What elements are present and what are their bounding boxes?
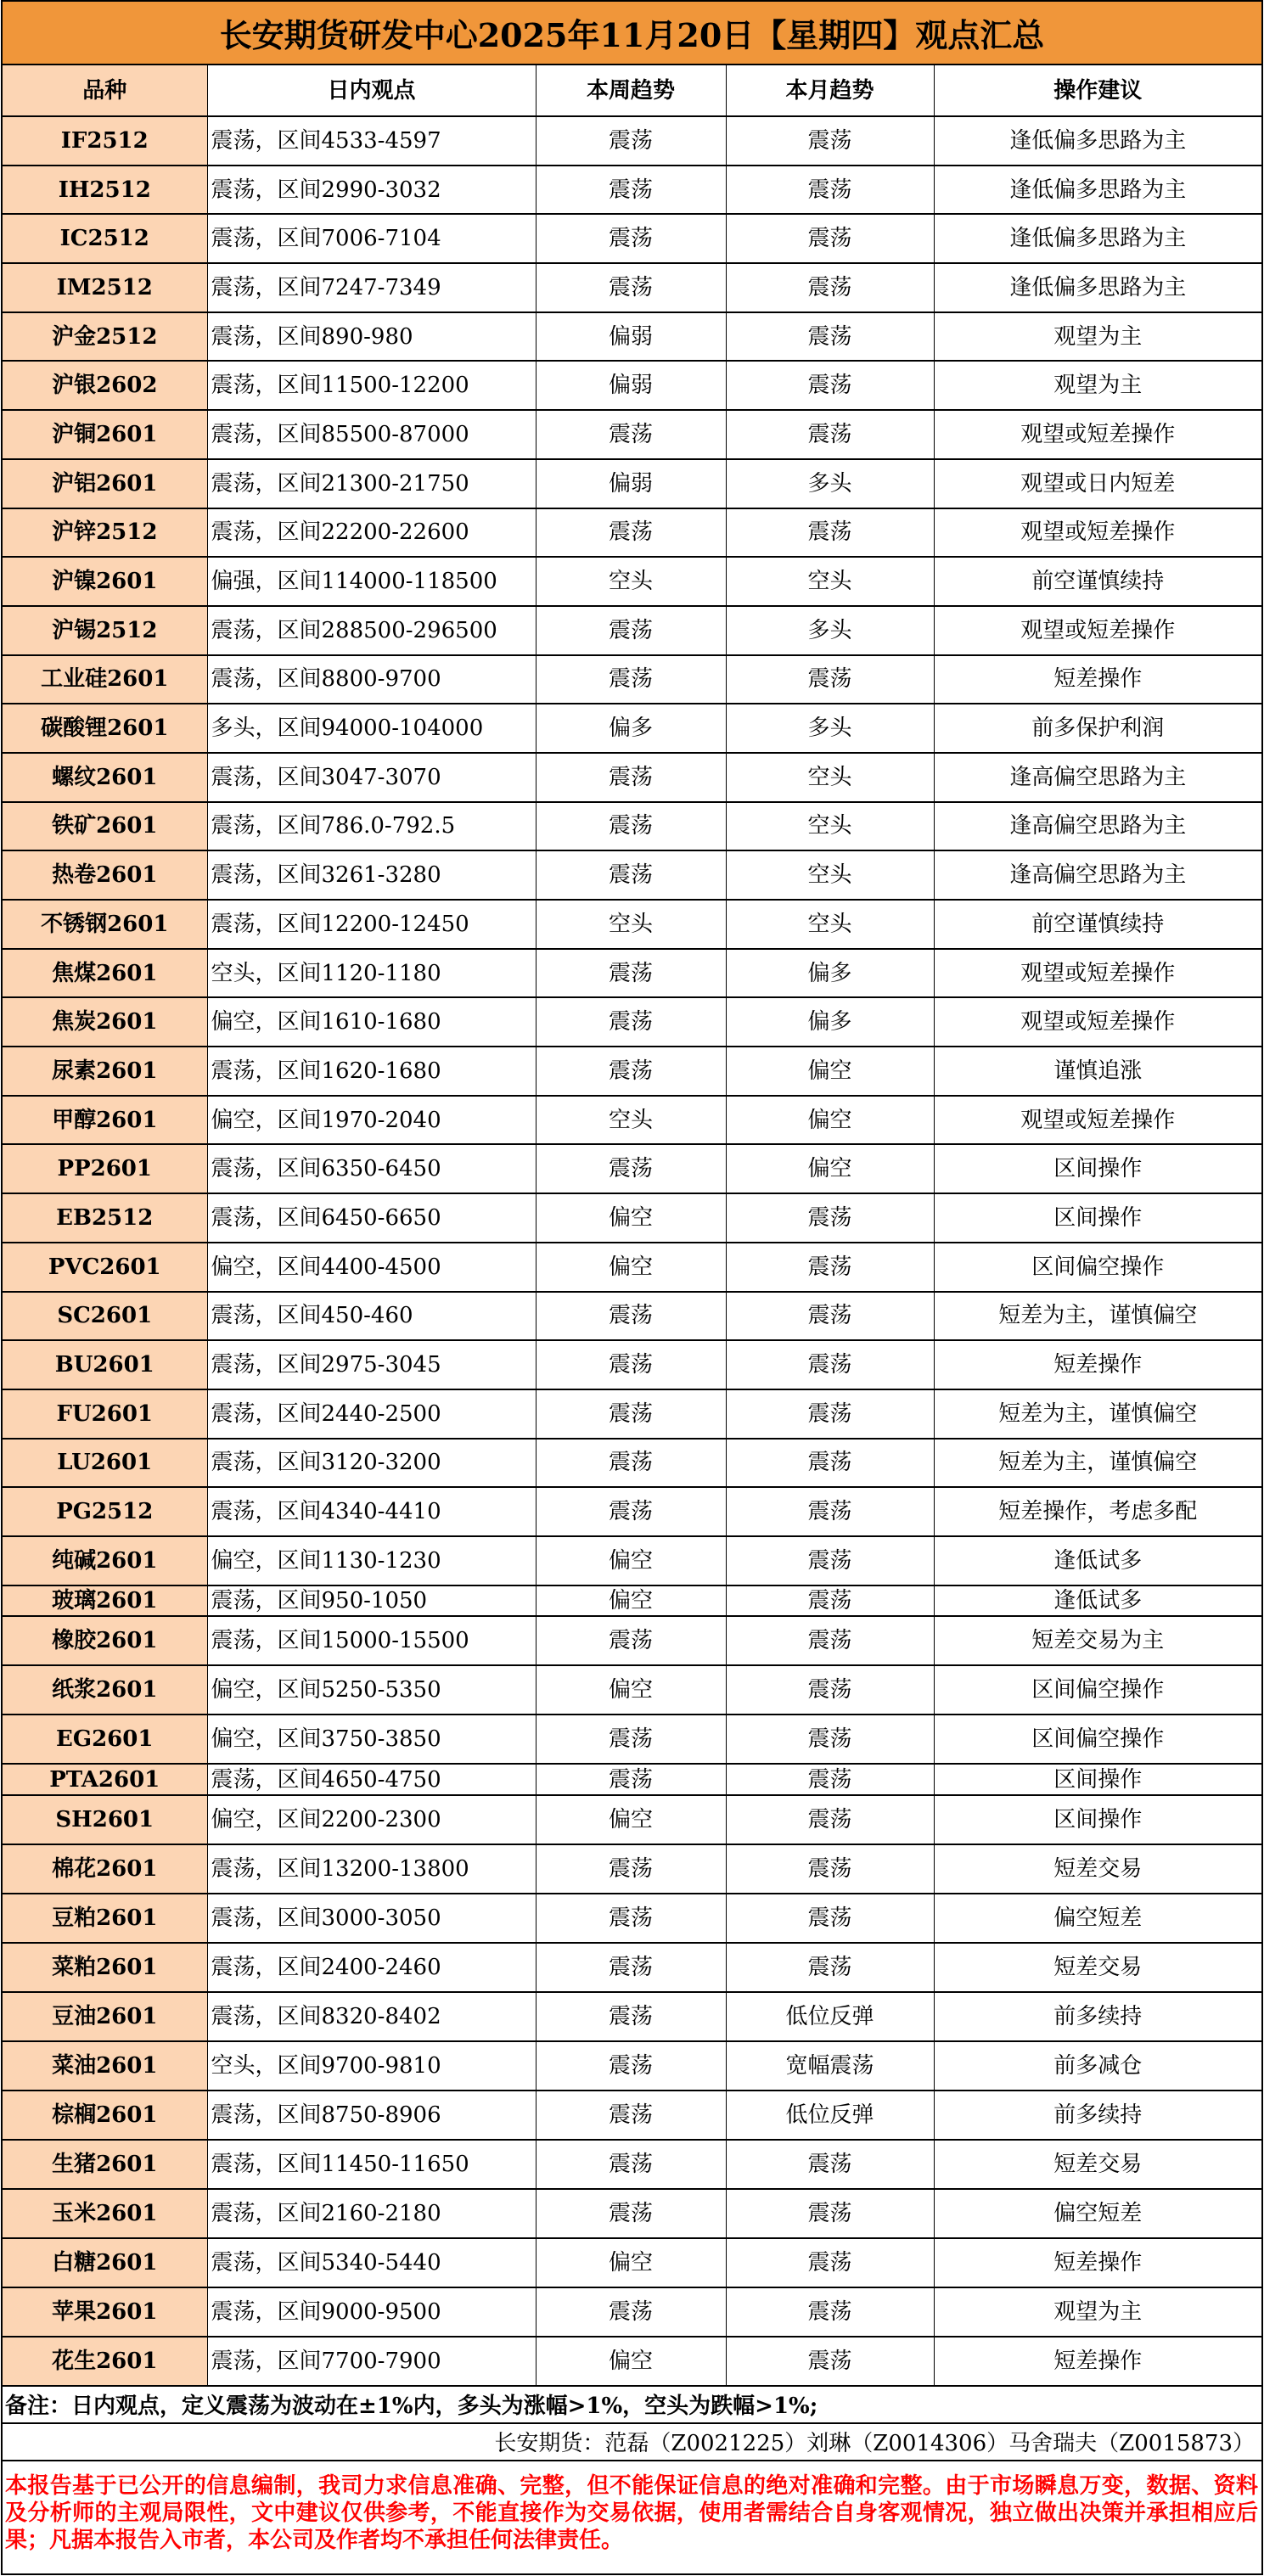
monthly-trend-cell: 震荡 — [726, 1389, 934, 1439]
table-row — [3, 410, 1261, 459]
monthly-trend-cell: 震荡 — [726, 1340, 934, 1389]
weekly-trend-cell: 震荡 — [536, 753, 726, 802]
variety-cell: 铁矿2601 — [3, 802, 207, 851]
weekly-trend-cell: 空头 — [536, 1096, 726, 1145]
advice-cell: 逢高偏空思路为主 — [934, 850, 1261, 900]
advice-cell: 观望为主 — [934, 361, 1261, 410]
weekly-trend-cell: 震荡 — [536, 802, 726, 851]
weekly-trend-cell: 震荡 — [536, 263, 726, 312]
variety-cell: 菜粕2601 — [3, 1943, 207, 1992]
monthly-trend-cell: 震荡 — [726, 1193, 934, 1243]
intraday-view-cell: 震荡，区间7006-7104 — [207, 214, 536, 263]
advice-cell: 短差操作 — [934, 1340, 1261, 1389]
advice-cell: 短差为主，谨慎偏空 — [934, 1292, 1261, 1341]
monthly-trend-cell: 震荡 — [726, 1894, 934, 1943]
table-row — [3, 116, 1261, 166]
variety-cell: 棉花2601 — [3, 1844, 207, 1894]
monthly-trend-cell: 多头 — [726, 704, 934, 753]
header-weekly-trend: 本周趋势 — [536, 65, 726, 116]
table-row — [3, 2337, 1261, 2386]
note-row: 备注：日内观点，定义震荡为波动在±1%内，多头为涨幅>1%，空头为跌幅>1%; — [3, 2387, 1261, 2424]
weekly-trend-cell: 震荡 — [536, 2287, 726, 2337]
variety-cell: SC2601 — [3, 1292, 207, 1341]
table-row — [3, 2287, 1261, 2337]
monthly-trend-cell: 震荡 — [726, 2238, 934, 2287]
weekly-trend-cell: 空头 — [536, 900, 726, 949]
header-intraday-view: 日内观点 — [207, 65, 536, 116]
advice-cell: 短差交易为主 — [934, 1616, 1261, 1665]
intraday-view-cell: 震荡，区间13200-13800 — [207, 1844, 536, 1894]
intraday-view-cell: 震荡，区间1620-1680 — [207, 1047, 536, 1096]
table-row — [3, 1193, 1261, 1243]
weekly-trend-cell: 震荡 — [536, 606, 726, 655]
variety-cell: 白糖2601 — [3, 2238, 207, 2287]
advice-cell: 短差交易 — [934, 1943, 1261, 1992]
intraday-view-cell: 震荡，区间890-980 — [207, 312, 536, 362]
advice-cell: 区间操作 — [934, 1795, 1261, 1844]
variety-cell: 花生2601 — [3, 2337, 207, 2386]
variety-cell: 菜油2601 — [3, 2041, 207, 2091]
advice-cell: 前空谨慎续持 — [934, 557, 1261, 606]
table-row — [3, 949, 1261, 998]
table-row — [3, 361, 1261, 410]
intraday-view-cell: 空头，区间9700-9810 — [207, 2041, 536, 2091]
intraday-view-cell: 震荡，区间950-1050 — [207, 1585, 536, 1617]
intraday-view-cell: 偏空，区间5250-5350 — [207, 1665, 536, 1715]
intraday-view-cell: 震荡，区间3000-3050 — [207, 1894, 536, 1943]
intraday-view-cell: 震荡，区间6350-6450 — [207, 1144, 536, 1193]
intraday-view-cell: 震荡，区间4340-4410 — [207, 1487, 536, 1536]
weekly-trend-cell: 震荡 — [536, 997, 726, 1047]
variety-cell: IH2512 — [3, 166, 207, 215]
weekly-trend-cell: 震荡 — [536, 1389, 726, 1439]
weekly-trend-cell: 震荡 — [536, 1616, 726, 1665]
intraday-view-cell: 震荡，区间12200-12450 — [207, 900, 536, 949]
weekly-trend-cell: 偏空 — [536, 1795, 726, 1844]
monthly-trend-cell: 震荡 — [726, 1536, 934, 1585]
weekly-trend-cell: 震荡 — [536, 1292, 726, 1341]
table-row — [3, 1487, 1261, 1536]
table-body — [3, 116, 1261, 2386]
table-row — [3, 1292, 1261, 1341]
weekly-trend-cell: 震荡 — [536, 166, 726, 215]
intraday-view-cell: 震荡，区间22200-22600 — [207, 508, 536, 558]
variety-cell: 沪锌2512 — [3, 508, 207, 558]
variety-cell: PP2601 — [3, 1144, 207, 1193]
monthly-trend-cell: 偏空 — [726, 1047, 934, 1096]
monthly-trend-cell: 震荡 — [726, 1616, 934, 1665]
monthly-trend-cell: 偏多 — [726, 997, 934, 1047]
intraday-view-cell: 震荡，区间2400-2460 — [207, 1943, 536, 1992]
monthly-trend-cell: 空头 — [726, 802, 934, 851]
monthly-trend-cell: 多头 — [726, 459, 934, 508]
variety-cell: PG2512 — [3, 1487, 207, 1536]
weekly-trend-cell: 偏空 — [536, 1536, 726, 1585]
weekly-trend-cell: 震荡 — [536, 1439, 726, 1488]
intraday-view-cell: 偏强，区间114000-118500 — [207, 557, 536, 606]
advice-cell: 区间操作 — [934, 1193, 1261, 1243]
intraday-view-cell: 震荡，区间786.0-792.5 — [207, 802, 536, 851]
advice-cell: 短差操作 — [934, 2238, 1261, 2287]
monthly-trend-cell: 震荡 — [726, 214, 934, 263]
table-row — [3, 1616, 1261, 1665]
intraday-view-cell: 震荡，区间85500-87000 — [207, 410, 536, 459]
monthly-trend-cell: 低位反弹 — [726, 2091, 934, 2140]
monthly-trend-cell: 震荡 — [726, 1439, 934, 1488]
monthly-trend-cell: 多头 — [726, 606, 934, 655]
monthly-trend-cell: 震荡 — [726, 2337, 934, 2386]
weekly-trend-cell: 震荡 — [536, 1487, 726, 1536]
variety-cell: 纸浆2601 — [3, 1665, 207, 1715]
variety-cell: IM2512 — [3, 263, 207, 312]
monthly-trend-cell: 偏多 — [726, 949, 934, 998]
monthly-trend-cell: 宽幅震荡 — [726, 2041, 934, 2091]
advice-cell: 谨慎追涨 — [934, 1047, 1261, 1096]
weekly-trend-cell: 震荡 — [536, 1844, 726, 1894]
table-row — [3, 655, 1261, 704]
intraday-view-cell: 震荡，区间3047-3070 — [207, 753, 536, 802]
weekly-trend-cell: 震荡 — [536, 214, 726, 263]
advice-cell: 观望为主 — [934, 2287, 1261, 2337]
monthly-trend-cell: 震荡 — [726, 1292, 934, 1341]
intraday-view-cell: 震荡，区间8800-9700 — [207, 655, 536, 704]
table-row — [3, 1844, 1261, 1894]
views-table — [3, 65, 1261, 2387]
variety-cell: 棕榈2601 — [3, 2091, 207, 2140]
table-row — [3, 997, 1261, 1047]
variety-cell: 沪镍2601 — [3, 557, 207, 606]
advice-cell: 短差操作，考虑多配 — [934, 1487, 1261, 1536]
advice-cell: 逢低偏多思路为主 — [934, 166, 1261, 215]
intraday-view-cell: 震荡，区间4650-4750 — [207, 1764, 536, 1795]
weekly-trend-cell: 偏弱 — [536, 459, 726, 508]
table-row — [3, 312, 1261, 362]
monthly-trend-cell: 偏空 — [726, 1096, 934, 1145]
intraday-view-cell: 震荡，区间9000-9500 — [207, 2287, 536, 2337]
weekly-trend-cell: 震荡 — [536, 508, 726, 558]
variety-cell: IC2512 — [3, 214, 207, 263]
weekly-trend-cell: 震荡 — [536, 2041, 726, 2091]
variety-cell: 橡胶2601 — [3, 1616, 207, 1665]
variety-cell: 沪银2602 — [3, 361, 207, 410]
monthly-trend-cell: 震荡 — [726, 312, 934, 362]
header-monthly-trend: 本月趋势 — [726, 65, 934, 116]
table-row — [3, 1715, 1261, 1764]
monthly-trend-cell: 震荡 — [726, 1243, 934, 1292]
weekly-trend-cell: 震荡 — [536, 1992, 726, 2041]
weekly-trend-cell: 震荡 — [536, 850, 726, 900]
variety-cell: 沪铜2601 — [3, 410, 207, 459]
intraday-view-cell: 震荡，区间11500-12200 — [207, 361, 536, 410]
header-variety: 品种 — [3, 65, 207, 116]
intraday-view-cell: 偏空，区间1610-1680 — [207, 997, 536, 1047]
monthly-trend-cell: 震荡 — [726, 655, 934, 704]
weekly-trend-cell: 偏空 — [536, 1243, 726, 1292]
monthly-trend-cell: 震荡 — [726, 361, 934, 410]
table-row — [3, 606, 1261, 655]
intraday-view-cell: 多头，区间94000-104000 — [207, 704, 536, 753]
advice-cell: 逢低试多 — [934, 1585, 1261, 1617]
intraday-view-cell: 震荡，区间288500-296500 — [207, 606, 536, 655]
variety-cell: SH2601 — [3, 1795, 207, 1844]
monthly-trend-cell: 震荡 — [726, 1487, 934, 1536]
advice-cell: 逢低试多 — [934, 1536, 1261, 1585]
table-row — [3, 557, 1261, 606]
variety-cell: 豆粕2601 — [3, 1894, 207, 1943]
advice-cell: 前多保护利润 — [934, 704, 1261, 753]
intraday-view-cell: 震荡，区间450-460 — [207, 1292, 536, 1341]
weekly-trend-cell: 偏空 — [536, 1585, 726, 1617]
table-row — [3, 1795, 1261, 1844]
weekly-trend-cell: 震荡 — [536, 1943, 726, 1992]
intraday-view-cell: 偏空，区间2200-2300 — [207, 1795, 536, 1844]
advice-cell: 短差为主，谨慎偏空 — [934, 1389, 1261, 1439]
author-row: 长安期货：范磊（Z0021225）刘琳（Z0014306）马舍瑞夫（Z0015873） — [3, 2424, 1261, 2461]
advice-cell: 短差操作 — [934, 655, 1261, 704]
variety-cell: EB2512 — [3, 1193, 207, 1243]
variety-cell: 尿素2601 — [3, 1047, 207, 1096]
variety-cell: 甲醇2601 — [3, 1096, 207, 1145]
table-row — [3, 1585, 1261, 1617]
weekly-trend-cell: 偏空 — [536, 1193, 726, 1243]
monthly-trend-cell: 震荡 — [726, 2287, 934, 2337]
weekly-trend-cell: 震荡 — [536, 1340, 726, 1389]
variety-cell: 热卷2601 — [3, 850, 207, 900]
advice-cell: 短差为主，谨慎偏空 — [934, 1439, 1261, 1488]
table-row — [3, 704, 1261, 753]
variety-cell: 玉米2601 — [3, 2189, 207, 2238]
monthly-trend-cell: 空头 — [726, 900, 934, 949]
intraday-view-cell: 震荡，区间6450-6650 — [207, 1193, 536, 1243]
weekly-trend-cell: 震荡 — [536, 2189, 726, 2238]
header-advice: 操作建议 — [934, 65, 1261, 116]
table-row — [3, 900, 1261, 949]
table-row — [3, 1536, 1261, 1585]
intraday-view-cell: 震荡，区间7247-7349 — [207, 263, 536, 312]
table-row — [3, 1389, 1261, 1439]
table-row — [3, 802, 1261, 851]
advice-cell: 观望或短差操作 — [934, 997, 1261, 1047]
variety-cell: 纯碱2601 — [3, 1536, 207, 1585]
advice-cell: 观望或短差操作 — [934, 410, 1261, 459]
table-row — [3, 1096, 1261, 1145]
table-row — [3, 753, 1261, 802]
weekly-trend-cell: 震荡 — [536, 949, 726, 998]
table-row — [3, 214, 1261, 263]
weekly-trend-cell: 偏空 — [536, 2238, 726, 2287]
intraday-view-cell: 震荡，区间7700-7900 — [207, 2337, 536, 2386]
weekly-trend-cell: 震荡 — [536, 1047, 726, 1096]
intraday-view-cell: 偏空，区间3750-3850 — [207, 1715, 536, 1764]
weekly-trend-cell: 震荡 — [536, 1894, 726, 1943]
table-header-row — [3, 65, 1261, 116]
intraday-view-cell: 偏空，区间1970-2040 — [207, 1096, 536, 1145]
table-row — [3, 1665, 1261, 1715]
variety-cell: 生猪2601 — [3, 2140, 207, 2189]
monthly-trend-cell: 震荡 — [726, 1943, 934, 1992]
variety-cell: 碳酸锂2601 — [3, 704, 207, 753]
variety-cell: 沪锡2512 — [3, 606, 207, 655]
weekly-trend-cell: 偏空 — [536, 1665, 726, 1715]
intraday-view-cell: 震荡，区间2990-3032 — [207, 166, 536, 215]
weekly-trend-cell: 震荡 — [536, 2091, 726, 2140]
table-row — [3, 166, 1261, 215]
table-row — [3, 459, 1261, 508]
weekly-trend-cell: 空头 — [536, 557, 726, 606]
variety-cell: 沪铝2601 — [3, 459, 207, 508]
advice-cell: 观望或短差操作 — [934, 1096, 1261, 1145]
advice-cell: 逢低偏多思路为主 — [934, 214, 1261, 263]
weekly-trend-cell: 偏空 — [536, 2337, 726, 2386]
advice-cell: 观望或短差操作 — [934, 949, 1261, 998]
weekly-trend-cell: 偏弱 — [536, 312, 726, 362]
variety-cell: 工业硅2601 — [3, 655, 207, 704]
advice-cell: 偏空短差 — [934, 2189, 1261, 2238]
table-row — [3, 2189, 1261, 2238]
variety-cell: 螺纹2601 — [3, 753, 207, 802]
weekly-trend-cell: 震荡 — [536, 1764, 726, 1795]
weekly-trend-cell: 震荡 — [536, 1715, 726, 1764]
disclaimer: 本报告基于已公开的信息编制，我司力求信息准确、完整，但不能保证信息的绝对准确和完整。由于市场瞬息万变，数据、资料及分析师的主观局限性，文中建议仅供参考，不能直接作为交易依据，使用者需结合自身客观情况，独立做出决策并承担相应后果；凡据本报告入市者，本公司及作者均不承担任何法律责任。 — [3, 2461, 1261, 2575]
monthly-trend-cell: 低位反弹 — [726, 1992, 934, 2041]
monthly-trend-cell: 空头 — [726, 753, 934, 802]
table-row — [3, 1439, 1261, 1488]
table-row — [3, 508, 1261, 558]
advice-cell: 观望或短差操作 — [934, 508, 1261, 558]
variety-cell: 沪金2512 — [3, 312, 207, 362]
monthly-trend-cell: 偏空 — [726, 1144, 934, 1193]
advice-cell: 观望或短差操作 — [934, 606, 1261, 655]
monthly-trend-cell: 震荡 — [726, 1795, 934, 1844]
variety-cell: BU2601 — [3, 1340, 207, 1389]
advice-cell: 区间操作 — [934, 1764, 1261, 1795]
advice-cell: 区间偏空操作 — [934, 1715, 1261, 1764]
table-row — [3, 1340, 1261, 1389]
monthly-trend-cell: 震荡 — [726, 116, 934, 166]
monthly-trend-cell: 震荡 — [726, 1764, 934, 1795]
intraday-view-cell: 震荡，区间3120-3200 — [207, 1439, 536, 1488]
weekly-trend-cell: 震荡 — [536, 2140, 726, 2189]
table-row — [3, 2041, 1261, 2091]
variety-cell: 豆油2601 — [3, 1992, 207, 2041]
intraday-view-cell: 空头，区间1120-1180 — [207, 949, 536, 998]
advice-cell: 逢低偏多思路为主 — [934, 263, 1261, 312]
advice-cell: 观望或日内短差 — [934, 459, 1261, 508]
advice-cell: 偏空短差 — [934, 1894, 1261, 1943]
intraday-view-cell: 震荡，区间8320-8402 — [207, 1992, 536, 2041]
intraday-view-cell: 震荡，区间3261-3280 — [207, 850, 536, 900]
variety-cell: 焦炭2601 — [3, 997, 207, 1047]
table-row — [3, 850, 1261, 900]
weekly-trend-cell: 震荡 — [536, 116, 726, 166]
monthly-trend-cell: 震荡 — [726, 2140, 934, 2189]
variety-cell: FU2601 — [3, 1389, 207, 1439]
table-row — [3, 1764, 1261, 1795]
intraday-view-cell: 震荡，区间2160-2180 — [207, 2189, 536, 2238]
variety-cell: EG2601 — [3, 1715, 207, 1764]
monthly-trend-cell: 震荡 — [726, 263, 934, 312]
variety-cell: 苹果2601 — [3, 2287, 207, 2337]
table-row — [3, 1992, 1261, 2041]
weekly-trend-cell: 震荡 — [536, 1144, 726, 1193]
advice-cell: 前多续持 — [934, 2091, 1261, 2140]
intraday-view-cell: 震荡，区间11450-11650 — [207, 2140, 536, 2189]
intraday-view-cell: 震荡，区间2440-2500 — [207, 1389, 536, 1439]
table-row — [3, 1894, 1261, 1943]
variety-cell: 不锈钢2601 — [3, 900, 207, 949]
advice-cell: 区间操作 — [934, 1144, 1261, 1193]
table-row — [3, 2140, 1261, 2189]
weekly-trend-cell: 偏弱 — [536, 361, 726, 410]
monthly-trend-cell: 空头 — [726, 850, 934, 900]
variety-cell: PVC2601 — [3, 1243, 207, 1292]
variety-cell: LU2601 — [3, 1439, 207, 1488]
intraday-view-cell: 震荡，区间8750-8906 — [207, 2091, 536, 2140]
table-row — [3, 2238, 1261, 2287]
advice-cell: 短差交易 — [934, 2140, 1261, 2189]
advice-cell: 区间偏空操作 — [934, 1243, 1261, 1292]
table-row — [3, 2091, 1261, 2140]
table-row — [3, 263, 1261, 312]
advice-cell: 前多续持 — [934, 1992, 1261, 2041]
monthly-trend-cell: 震荡 — [726, 1665, 934, 1715]
intraday-view-cell: 震荡，区间15000-15500 — [207, 1616, 536, 1665]
advice-cell: 前空谨慎续持 — [934, 900, 1261, 949]
table-row — [3, 1047, 1261, 1096]
table-row — [3, 1243, 1261, 1292]
monthly-trend-cell: 震荡 — [726, 1715, 934, 1764]
variety-cell: IF2512 — [3, 116, 207, 166]
advice-cell: 逢高偏空思路为主 — [934, 753, 1261, 802]
monthly-trend-cell: 震荡 — [726, 166, 934, 215]
advice-cell: 短差操作 — [934, 2337, 1261, 2386]
variety-cell: PTA2601 — [3, 1764, 207, 1795]
intraday-view-cell: 震荡，区间5340-5440 — [207, 2238, 536, 2287]
table-row — [3, 1144, 1261, 1193]
weekly-trend-cell: 偏多 — [536, 704, 726, 753]
advice-cell: 观望为主 — [934, 312, 1261, 362]
intraday-view-cell: 偏空，区间1130-1230 — [207, 1536, 536, 1585]
monthly-trend-cell: 震荡 — [726, 508, 934, 558]
monthly-trend-cell: 震荡 — [726, 410, 934, 459]
variety-cell: 焦煤2601 — [3, 949, 207, 998]
table-row — [3, 1943, 1261, 1992]
advice-cell: 短差交易 — [934, 1844, 1261, 1894]
variety-cell: 玻璃2601 — [3, 1585, 207, 1617]
advice-cell: 逢高偏空思路为主 — [934, 802, 1261, 851]
weekly-trend-cell: 震荡 — [536, 655, 726, 704]
advice-cell: 逢低偏多思路为主 — [934, 116, 1261, 166]
monthly-trend-cell: 震荡 — [726, 1585, 934, 1617]
intraday-view-cell: 偏空，区间4400-4500 — [207, 1243, 536, 1292]
advice-cell: 前多减仓 — [934, 2041, 1261, 2091]
intraday-view-cell: 震荡，区间21300-21750 — [207, 459, 536, 508]
weekly-trend-cell: 震荡 — [536, 410, 726, 459]
monthly-trend-cell: 空头 — [726, 557, 934, 606]
intraday-view-cell: 震荡，区间2975-3045 — [207, 1340, 536, 1389]
monthly-trend-cell: 震荡 — [726, 1844, 934, 1894]
intraday-view-cell: 震荡，区间4533-4597 — [207, 116, 536, 166]
report-title: 长安期货研发中心2025年11月20日【星期四】观点汇总 — [3, 0, 1261, 65]
report-sheet — [1, 0, 1263, 2575]
monthly-trend-cell: 震荡 — [726, 2189, 934, 2238]
advice-cell: 区间偏空操作 — [934, 1665, 1261, 1715]
